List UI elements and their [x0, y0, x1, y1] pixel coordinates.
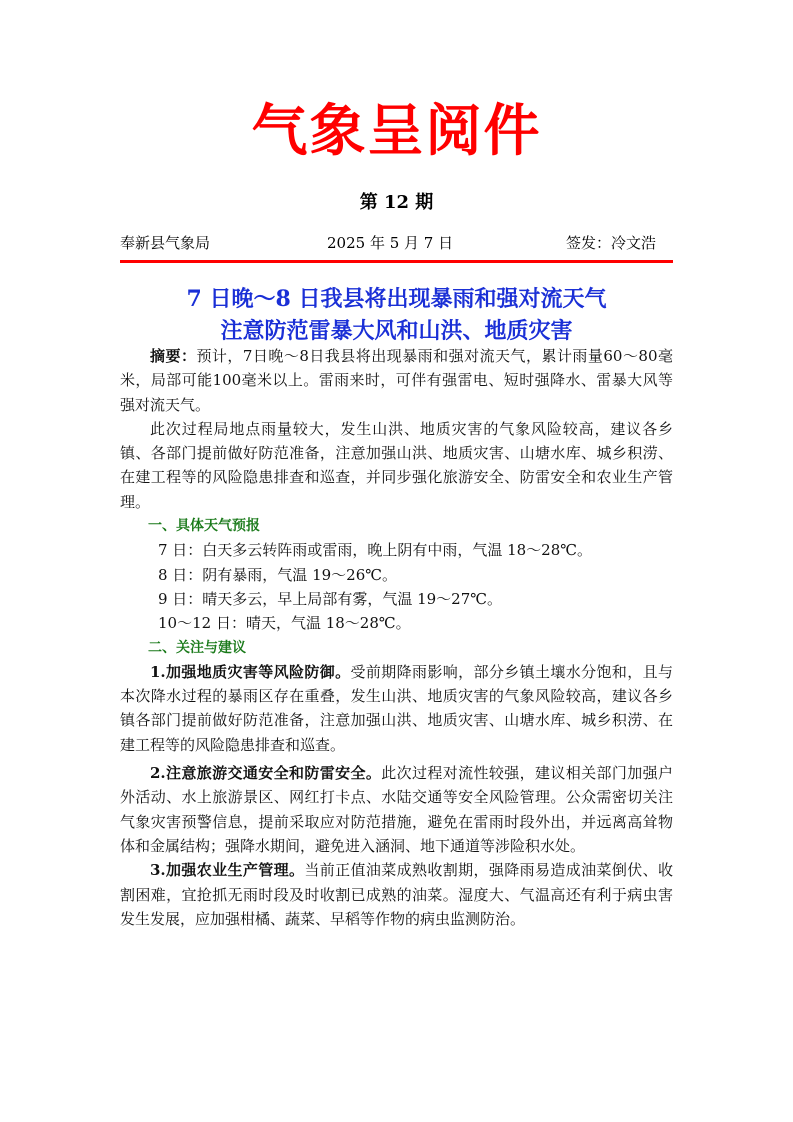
signer: 签发：冷文浩 — [566, 234, 657, 252]
advice-item-label: 1.加强地质灾害等风险防御。 — [150, 662, 351, 681]
red-divider — [120, 260, 673, 263]
summary-paragraph — [120, 344, 673, 417]
advice-item-text: 此次过程对流性较强，建议相关部门加强户外活动、水上旅游景区、网红打卡点、水陆交通等安全风险管理。公众需密切关注气象灾害预警信息，提前采取应对防范措施，避免在雷雨时段外出，并远离高耸物体和金属结构；强降水期间，避免进入涵洞、地下通道等涉险积水处。 — [120, 764, 673, 855]
intro-paragraph: 此次过程局地点雨量较大，发生山洪、地质灾害的气象风险较高，建议各乡镇、各部门提前做好防范准备，注意加强山洪、地质灾害、山塘水库、城乡积涝、在建工程等的风险隐患排查和巡查，并同步强化旅游安全、防雷安全和农业生产管理。 — [120, 419, 673, 511]
advice-item — [120, 858, 673, 931]
issue-date: 2025 年 5 月 7 日 — [327, 234, 454, 252]
forecast-item: 7 日：白天多云转阵雨或雷雨，晚上阴有中雨，气温 18～28℃。 — [158, 541, 593, 560]
issuing-org: 奉新县气象局 — [120, 234, 211, 252]
headline-line-2: 注意防范雷暴大风和山洪、地质灾害 — [220, 318, 573, 344]
summary-label: 摘要： — [150, 347, 197, 365]
section-heading-forecast: 一、具体天气预报 — [148, 518, 260, 535]
forecast-item: 8 日：阴有暴雨，气温 19～26℃。 — [158, 565, 398, 584]
advice-item-label: 2.注意旅游交通安全和防雷安全。 — [150, 764, 382, 783]
summary-text: 预计，7日晚～8日我县将出现暴雨和强对流天气，累计雨量60～80毫米，局部可能100毫米以上。雷雨来时，可伴有强雷电、短时强降水、雷暴大风等强对流天气。 — [120, 347, 673, 414]
advice-item-text: 当前正值油菜成熟收割期，强降雨易造成油菜倒伏、收割困难，宜抢抓无雨时段及时收割已成熟的油菜。湿度大、气温高还有利于病虫害发生发展，应加强柑橘、蔬菜、早稻等作物的病虫监测防治。 — [120, 861, 673, 928]
advice-item — [120, 660, 673, 757]
advice-item — [120, 761, 673, 858]
issue-number: 第 12 期 — [359, 192, 434, 213]
forecast-item: 9 日：晴天多云，早上局部有雾，气温 19～27℃。 — [158, 589, 503, 608]
advice-item-text: 受前期降雨影响，部分乡镇土壤水分饱和，且与本次降水过程的暴雨区存在重叠，发生山洪、地质灾害的气象风险较高，建议各乡镇各部门提前做好防范准备，注意加强山洪、地质灾害、山塘水库、城乡积涝、在建工程等的风险隐患排查和巡查。 — [120, 662, 673, 754]
section-heading-advice: 二、关注与建议 — [148, 639, 246, 656]
headline-line-1: 7 日晚～8 日我县将出现暴雨和强对流天气 — [186, 286, 607, 312]
advice-item-label: 3.加强农业生产管理。 — [150, 861, 305, 880]
forecast-item: 10～12 日：晴天，气温 18～28℃。 — [158, 614, 411, 633]
masthead-title: 气象呈阅件 — [251, 98, 542, 164]
document-body — [120, 344, 673, 931]
